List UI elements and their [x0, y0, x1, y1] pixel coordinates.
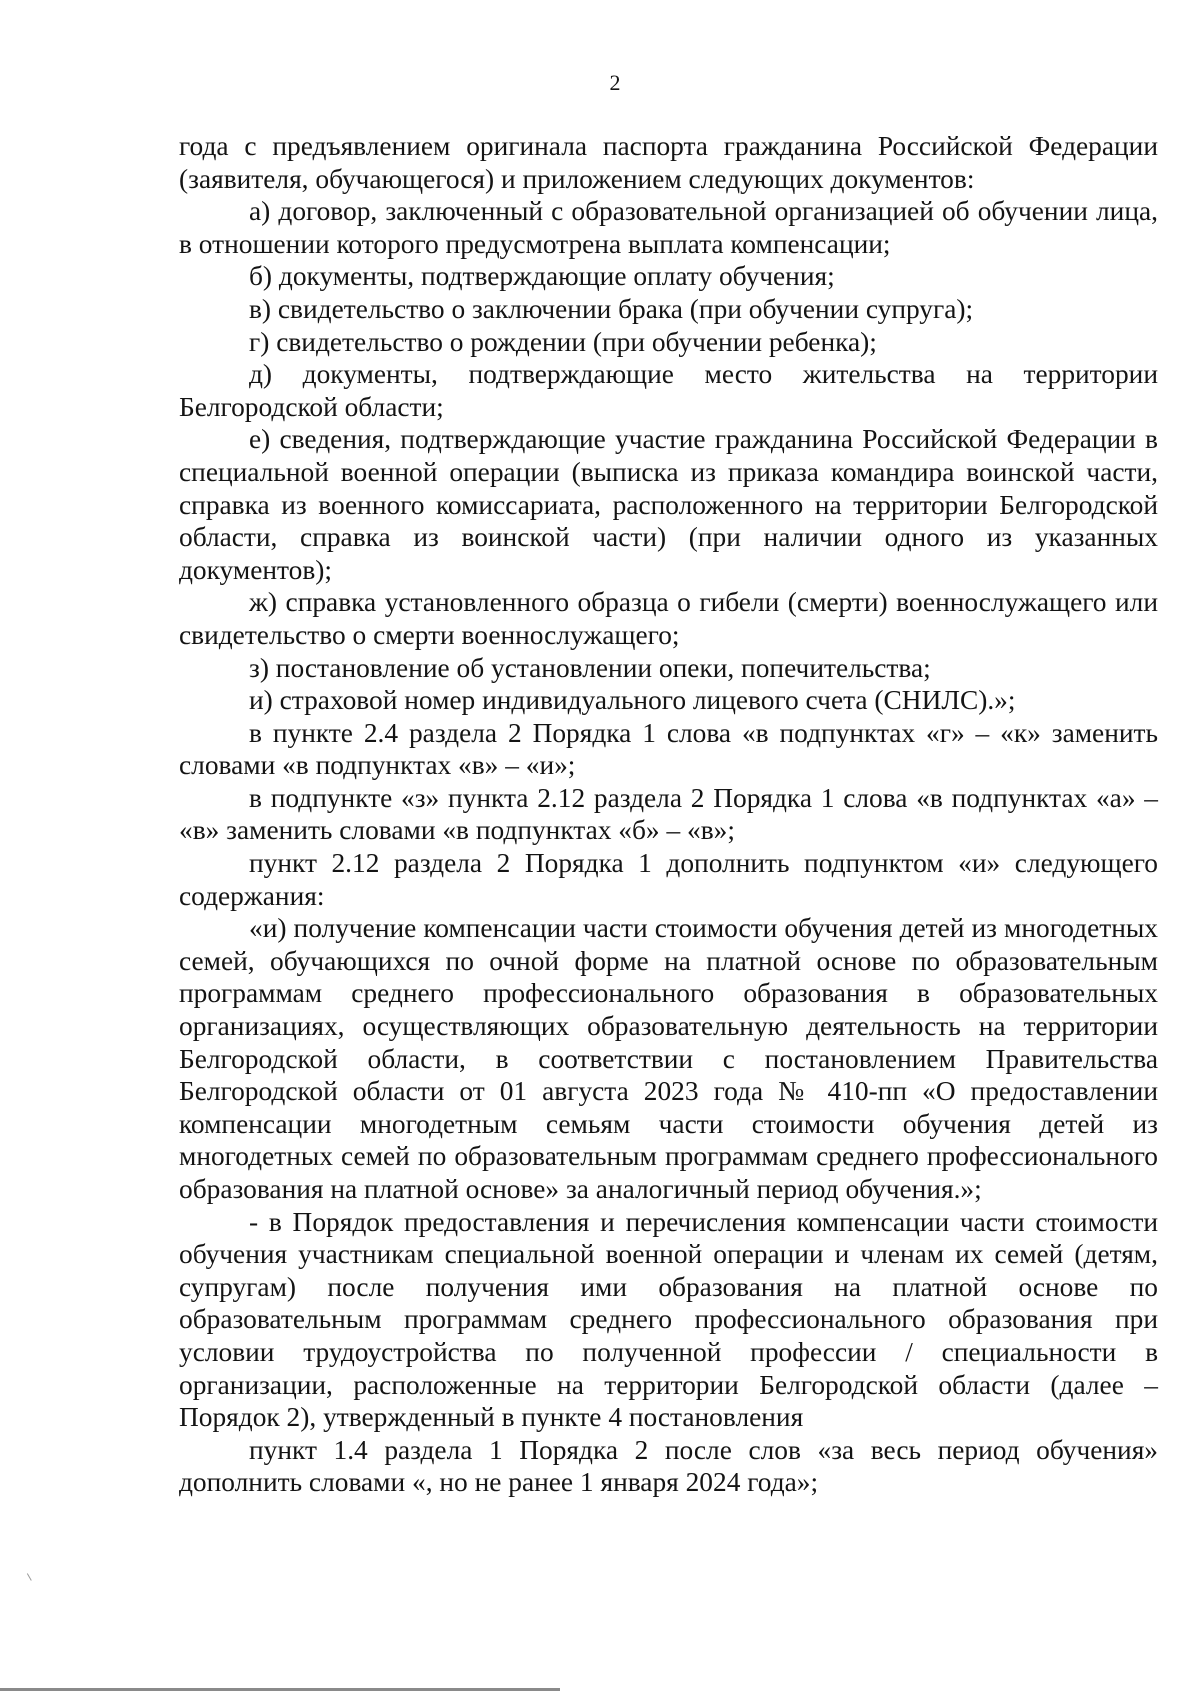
list-item-zh: ж) справка установленного образца о гибели (смерти) военнослужащего или свидетельство о смерти военнослужащего;	[179, 587, 1158, 650]
list-item-i: и) страховой номер индивидуального лицевого счета (СНИЛС).»;	[249, 685, 1016, 716]
list-item-z: з) постановление об установлении опеки, попечительства;	[249, 652, 931, 683]
bottom-edge-rule	[0, 1688, 560, 1691]
order-2-heading: - в Порядок предоставления и перечисления компенсации части стоимости обучения участникам специальной военной операции и членам их семей (детям, супругам) после получения ими образования на платной основе по образовательным программам среднего профессионального образования при условии трудоустройства по полученной профессии / специальности в организации, расположенные на территории Белгородской области (далее – Порядок 2), утвержденный в пункте 4 постановления	[179, 1206, 1158, 1433]
amendment-1-4: пункт 1.4 раздела 1 Порядка 2 после слов «за весь период обучения» дополнить словами «, но не ранее 1 января 2024 года»;	[179, 1434, 1158, 1498]
amendment-2-12-z: в подпункте «з» пункта 2.12 раздела 2 Порядка 1 слова «в подпунктах «а» – «в» заменить словами «в подпунктах «б» – «в»;	[179, 782, 1158, 846]
list-item-e: е) сведения, подтверждающие участие гражданина Российской Федерации в специальной военной операции (выписка из приказа командира воинской части, справка из военного комиссариата, расположенного на территории Белгородской области, справка из воинской части) (при наличии одного из указанных документов);	[179, 424, 1158, 585]
scan-artifact	[27, 1567, 42, 1580]
page-number: 2	[609, 70, 621, 95]
amendment-2-12-add: пункт 2.12 раздела 2 Порядка 1 дополнить подпунктом «и» следующего содержания:	[179, 848, 1158, 911]
list-item-g: г) свидетельство о рождении (при обучении ребенка);	[249, 326, 877, 357]
new-subparagraph-i: «и) получение компенсации части стоимости обучения детей из многодетных семей, обучающихся по очной форме на платной основе по образовательным программам среднего профессионального образования в образовательных организациях, осуществляющих образовательную деятельность на территории Белгородской области, в соответствии с постановлением Правительства Белгородской области от 01 августа 2023 года № 410-пп «О предоставлении компенсации многодетным семьям части стоимости обучения детей из многодетных семей по образовательным программам среднего профессионального образования на платной основе» за аналогичный период обучения.»;	[179, 913, 1158, 1204]
list-item-a: а) договор, заключенный с образовательной организацией об обучении лица, в отношении которого предусмотрена выплата компенсации;	[179, 196, 1158, 259]
document-body	[179, 130, 1158, 1499]
list-item-v: в) свидетельство о заключении брака (при обучении супруга);	[249, 293, 974, 324]
amendment-2-4: в пункте 2.4 раздела 2 Порядка 1 слова «в подпунктах «г» – «к» заменить словами «в подпунктах «в» – «и»;	[179, 717, 1158, 781]
list-item-b: б) документы, подтверждающие оплату обучения;	[249, 261, 835, 292]
list-item-d: д) документы, подтверждающие место жительства на территории Белгородской области;	[179, 359, 1158, 422]
paragraph-continuation: года с предъявлением оригинала паспорта гражданина Российской Федерации (заявителя, обучающегося) и приложением следующих документов:	[179, 131, 1158, 194]
